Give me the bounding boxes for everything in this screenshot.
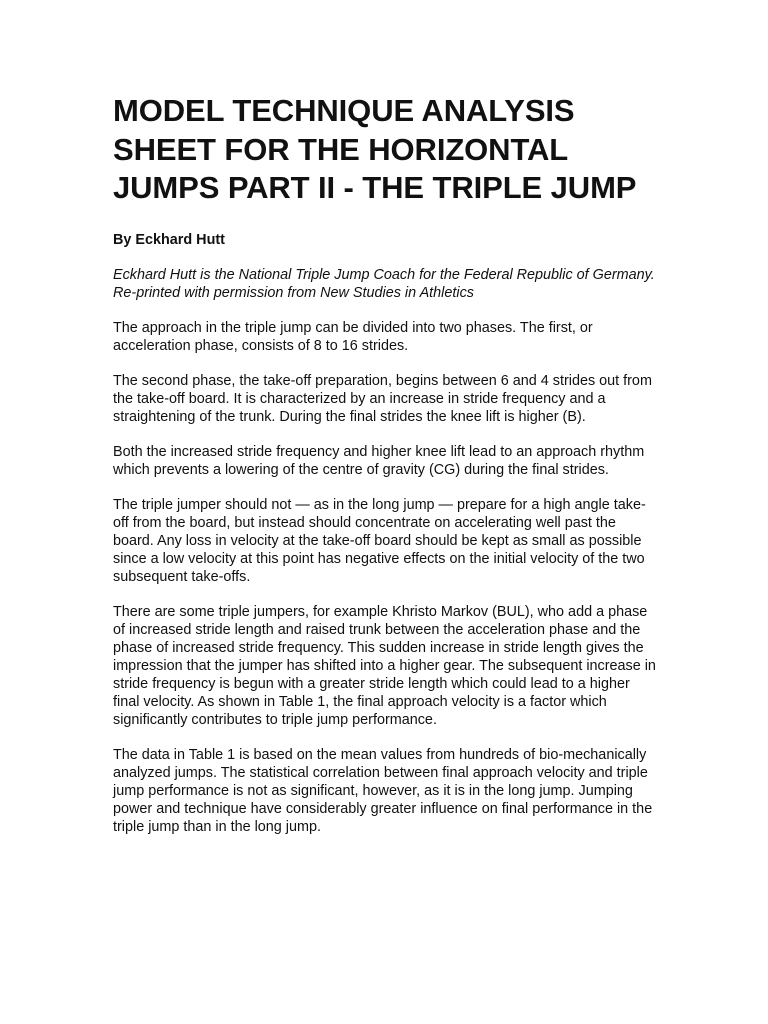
paragraph-stride-length: There are some triple jumpers, for example Khristo Markov (BUL), who add a phase of increased stride length and raised trunk between the acceleration phase and the phase of increased stride frequency. This sudden increase in stride length gives the impression that the jumper has shifted into a higher gear. The subsequent increase in stride frequency is begun with a greater stride length which could lead to a higher final velocity. As shown in Table 1, the final approach velocity is a factor which significantly contributes to triple jump performance. [113, 603, 656, 728]
paragraph-takeoff-velocity: The triple jumper should not — as in the long jump — prepare for a high angle take-off from the board, but instead should concentrate on accelerating well past the board. Any loss in velocity at the take-off board should be kept as small as possible since a low velocity at this point has negative effects on the initial velocity of the two subsequent take-offs. [113, 496, 646, 585]
paragraph-approach-rhythm: Both the increased stride frequency and higher knee lift lead to an approach rhythm which prevents a lowering of the centre of gravity (CG) during the final strides. [113, 443, 645, 478]
author-intro: Eckhard Hutt is the National Triple Jump Coach for the Federal Republic of Germany. Re-printed with permission from New Studies in Athletics [113, 266, 655, 301]
document-page [113, 92, 658, 836]
paragraph-table-data: The data in Table 1 is based on the mean values from hundreds of bio-mechanically analyzed jumps. The statistical correlation between final approach velocity and triple jump performance is not as significant, however, as it is in the long jump. Jumping power and technique have considerably greater influence on final performance in the triple jump than in the long jump. [113, 746, 653, 835]
document-title: MODEL TECHNIQUE ANALYSIS SHEET FOR THE HORIZONTAL JUMPS PART II - THE TRIPLE JUMP [113, 93, 637, 205]
paragraph-takeoff-preparation: The second phase, the take-off preparation, begins between 6 and 4 strides out from the take-off board. It is characterized by an increase in stride frequency and a straightening of the trunk. During the final strides the knee lift is higher (B). [113, 372, 652, 425]
author-byline: By Eckhard Hutt [113, 231, 225, 248]
paragraph-approach-phases: The approach in the triple jump can be divided into two phases. The first, or acceleration phase, consists of 8 to 16 strides. [113, 319, 593, 354]
